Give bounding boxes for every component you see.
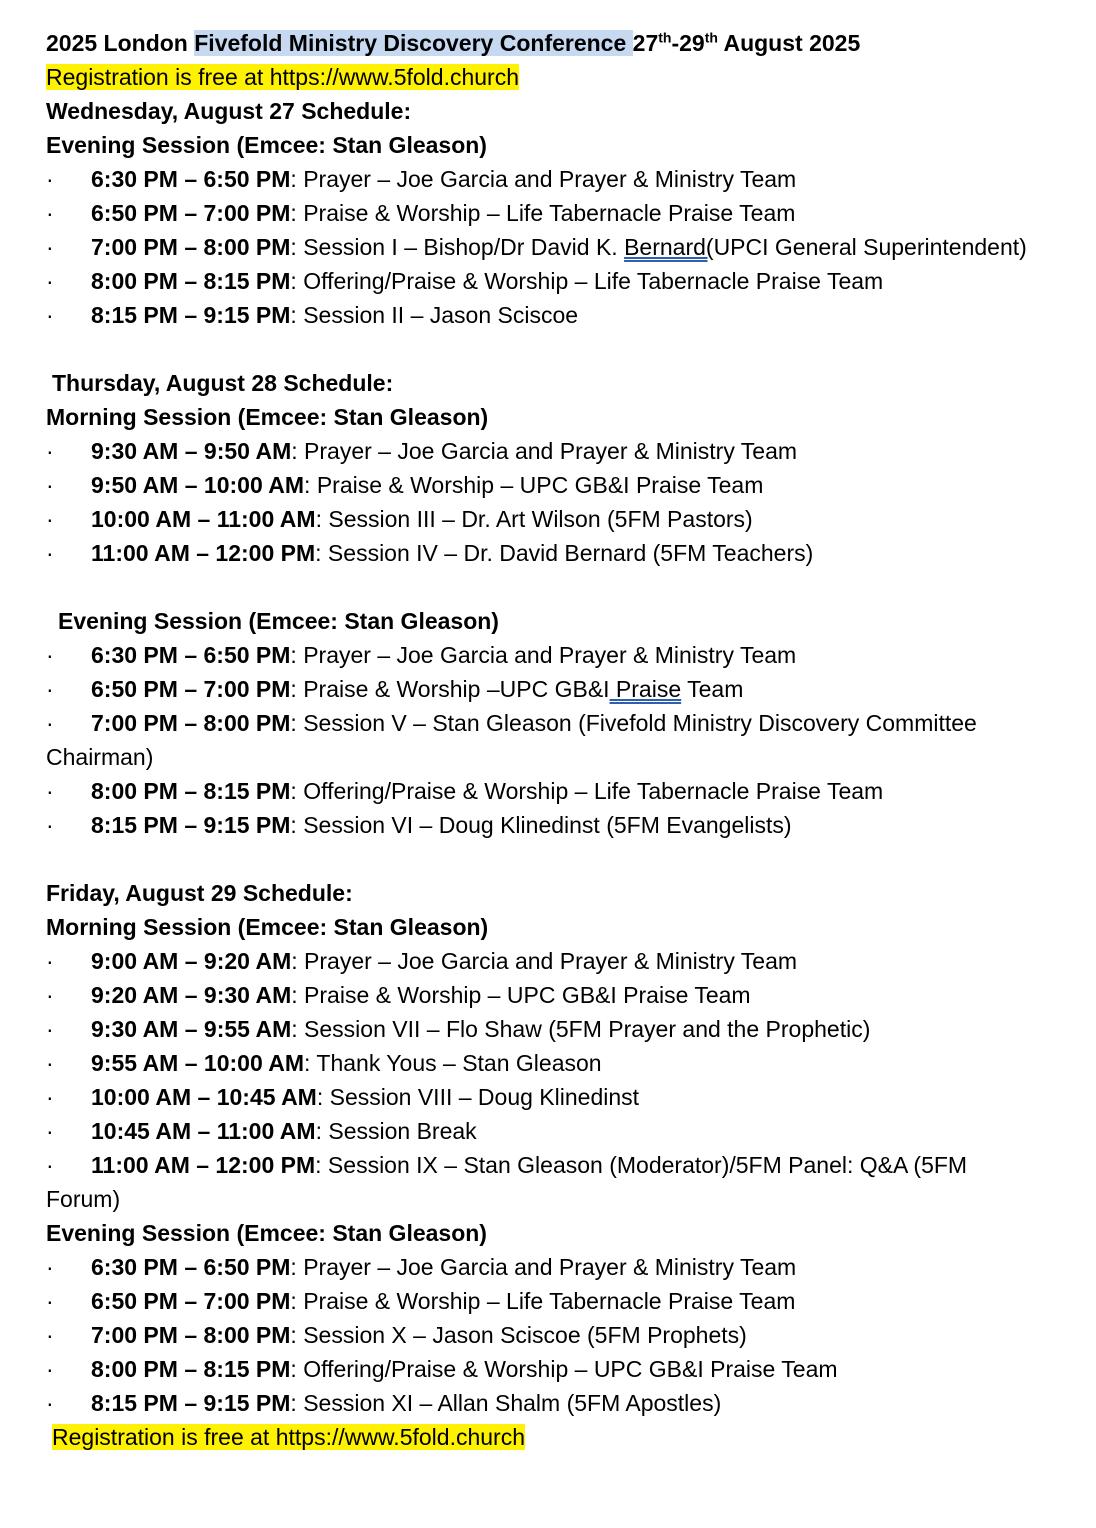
list-item xyxy=(46,468,1046,502)
item-description-tail: UPCI General Superintendent) xyxy=(713,234,1027,260)
day-section xyxy=(46,366,1046,876)
item-description: : Praise & Worship –UPC GB&I xyxy=(290,676,610,702)
session-heading: Evening Session (Emcee: Stan Gleason) xyxy=(58,608,499,634)
item-description: : Session X – Jason Sciscoe (5FM Prophets) xyxy=(290,1322,747,1348)
item-time: 9:55 AM – 10:00 AM xyxy=(91,1050,305,1076)
day-heading: Thursday, August 28 Schedule: xyxy=(52,370,394,396)
list-item xyxy=(46,502,1046,536)
item-time: 6:30 PM – 6:50 PM xyxy=(91,1254,291,1280)
bullet-icon: · xyxy=(46,506,54,532)
session-heading: Evening Session (Emcee: Stan Gleason) xyxy=(46,1220,487,1246)
bullet-icon: · xyxy=(46,710,54,736)
spacer xyxy=(46,842,1046,876)
item-description: : Offering/Praise & Worship – Life Tabernacle Praise Team xyxy=(290,268,884,294)
item-time: 6:30 PM – 6:50 PM xyxy=(91,642,291,668)
bullet-icon: · xyxy=(46,302,54,328)
bullet-icon: · xyxy=(46,1118,54,1144)
session-heading: Morning Session (Emcee: Stan Gleason) xyxy=(46,914,489,940)
day-section xyxy=(46,876,1046,1420)
day-heading: Friday, August 29 Schedule: xyxy=(46,880,353,906)
list-item xyxy=(46,1046,1046,1080)
document-page xyxy=(46,26,1046,1454)
bullet-icon: · xyxy=(46,1254,54,1280)
spacer xyxy=(46,332,1046,366)
list-item xyxy=(46,978,1046,1012)
item-time: 9:30 AM – 9:55 AM xyxy=(91,1016,292,1042)
item-description: : Prayer – Joe Garcia and Prayer & Ministry Team xyxy=(290,1254,797,1280)
registration-line-bottom xyxy=(46,1420,1046,1454)
list-item xyxy=(46,1080,1046,1114)
title-sup-1: th xyxy=(658,29,672,46)
bullet-icon: · xyxy=(46,1390,54,1416)
item-time: 10:00 AM – 10:45 AM xyxy=(91,1084,317,1110)
item-description: : Session III – Dr. Art Wilson (5FM Pastors) xyxy=(315,506,753,532)
item-time: 9:50 AM – 10:00 AM xyxy=(91,472,305,498)
item-description: : Thank Yous – Stan Gleason xyxy=(304,1050,602,1076)
item-description: : Offering/Praise & Worship – UPC GB&I Praise Team xyxy=(290,1356,838,1382)
item-description: : Session XI – Allan Shalm (5FM Apostles) xyxy=(290,1390,722,1416)
item-description: : Prayer – Joe Garcia and Prayer & Ministry Team xyxy=(291,438,798,464)
item-time: 9:20 AM – 9:30 AM xyxy=(91,982,292,1008)
bullet-icon: · xyxy=(46,1288,54,1314)
bullet-icon: · xyxy=(46,472,54,498)
item-time: 7:00 PM – 8:00 PM xyxy=(91,710,291,736)
item-description: : Session VII – Flo Shaw (5FM Prayer and the Prophetic) xyxy=(291,1016,871,1042)
item-description: : Session VIII – Doug Klinedinst xyxy=(316,1084,640,1110)
item-time: 9:30 AM – 9:50 AM xyxy=(91,438,292,464)
bullet-icon: · xyxy=(46,778,54,804)
item-description: : Session IV – Dr. David Bernard (5FM Teachers) xyxy=(315,540,814,566)
list-item xyxy=(46,1012,1046,1046)
bullet-icon: · xyxy=(46,982,54,1008)
item-time: 9:00 AM – 9:20 AM xyxy=(91,948,292,974)
schedule xyxy=(46,94,1046,1420)
day-section xyxy=(46,94,1046,366)
item-time: 8:15 PM – 9:15 PM xyxy=(91,1390,291,1416)
item-description: : Session II – Jason Sciscoe xyxy=(290,302,579,328)
item-time: 8:00 PM – 8:15 PM xyxy=(91,778,291,804)
item-description: : Session IX – Stan Gleason (Moderator)/5FM Panel: Q&A (5FM Forum) xyxy=(46,1152,968,1212)
title-date-sep: -29 xyxy=(671,30,705,56)
session-heading: Evening Session (Emcee: Stan Gleason) xyxy=(46,132,487,158)
list-item xyxy=(46,1386,1046,1420)
item-description: : Session Break xyxy=(315,1118,477,1144)
list-item xyxy=(46,196,1046,230)
item-description: : Praise & Worship – Life Tabernacle Praise Team xyxy=(290,1288,796,1314)
item-description: : Offering/Praise & Worship – Life Tabernacle Praise Team xyxy=(290,778,884,804)
bullet-icon: · xyxy=(46,234,54,260)
item-time: 6:50 PM – 7:00 PM xyxy=(91,1288,291,1314)
item-time: 8:15 PM – 9:15 PM xyxy=(91,812,291,838)
list-item xyxy=(46,774,1046,808)
title-sup-2: th xyxy=(704,29,718,46)
item-description: : Session VI – Doug Klinedinst (5FM Evangelists) xyxy=(290,812,792,838)
bullet-icon: · xyxy=(46,1050,54,1076)
list-item xyxy=(46,1114,1046,1148)
item-time: 8:00 PM – 8:15 PM xyxy=(91,1356,291,1382)
item-description: : Prayer – Joe Garcia and Prayer & Ministry Team xyxy=(291,948,798,974)
bullet-icon: · xyxy=(46,166,54,192)
list-item xyxy=(46,434,1046,468)
item-time: 7:00 PM – 8:00 PM xyxy=(91,1322,291,1348)
item-description: : Prayer – Joe Garcia and Prayer & Ministry Team xyxy=(290,166,797,192)
document-title xyxy=(46,26,1046,60)
list-item xyxy=(46,264,1046,298)
registration-line-top xyxy=(46,60,1046,94)
title-prefix: 2025 London xyxy=(46,30,195,56)
item-description-tail: Team xyxy=(681,676,744,702)
bullet-icon: · xyxy=(46,1322,54,1348)
bullet-icon: · xyxy=(46,676,54,702)
list-item xyxy=(46,808,1046,842)
item-time: 8:15 PM – 9:15 PM xyxy=(91,302,291,328)
item-time: 11:00 AM – 12:00 PM xyxy=(91,1152,316,1178)
bullet-icon: · xyxy=(46,540,54,566)
list-item xyxy=(46,1250,1046,1284)
title-date-1: 27 xyxy=(632,30,659,56)
list-item xyxy=(46,1318,1046,1352)
bullet-icon: · xyxy=(46,948,54,974)
item-time: 6:50 PM – 7:00 PM xyxy=(91,200,291,226)
item-time: 7:00 PM – 8:00 PM xyxy=(91,234,291,260)
bullet-icon: · xyxy=(46,1016,54,1042)
item-description: : Prayer – Joe Garcia and Prayer & Ministry Team xyxy=(290,642,797,668)
list-item xyxy=(46,672,1046,706)
bullet-icon: · xyxy=(46,642,54,668)
list-item xyxy=(46,638,1046,672)
item-time: 10:45 AM – 11:00 AM xyxy=(91,1118,316,1144)
item-description: : Praise & Worship – UPC GB&I Praise Team xyxy=(291,982,751,1008)
bullet-icon: · xyxy=(46,812,54,838)
item-description: : Praise & Worship – UPC GB&I Praise Team xyxy=(304,472,764,498)
list-item xyxy=(46,706,1046,774)
title-suffix: August 2025 xyxy=(717,30,861,56)
list-item xyxy=(46,162,1046,196)
bullet-icon: · xyxy=(46,438,54,464)
title-highlight: Fivefold Ministry Discovery Conference xyxy=(194,30,633,56)
spacer xyxy=(46,570,1046,604)
registration-link-top[interactable]: Registration is free at https://www.5fold.church xyxy=(46,64,519,90)
bullet-icon: · xyxy=(46,268,54,294)
bullet-icon: · xyxy=(46,200,54,226)
list-item xyxy=(46,230,1046,264)
item-description: : Session V – Stan Gleason (Fivefold Ministry Discovery Committee Chairman) xyxy=(46,710,977,770)
list-item xyxy=(46,1148,1046,1216)
list-item xyxy=(46,1284,1046,1318)
item-description-underlined: Bernard( xyxy=(624,234,714,260)
bullet-icon: · xyxy=(46,1152,54,1178)
item-time: 6:30 PM – 6:50 PM xyxy=(91,166,291,192)
list-item xyxy=(46,944,1046,978)
item-time: 8:00 PM – 8:15 PM xyxy=(91,268,291,294)
item-description: : Praise & Worship – Life Tabernacle Praise Team xyxy=(290,200,796,226)
item-time: 6:50 PM – 7:00 PM xyxy=(91,676,291,702)
day-heading: Wednesday, August 27 Schedule: xyxy=(46,98,412,124)
session-heading: Morning Session (Emcee: Stan Gleason) xyxy=(46,404,489,430)
registration-link-bottom[interactable]: Registration is free at https://www.5fold.church xyxy=(52,1424,525,1450)
item-time: 11:00 AM – 12:00 PM xyxy=(91,540,316,566)
list-item xyxy=(46,536,1046,570)
list-item xyxy=(46,298,1046,332)
item-description-underlined: Praise xyxy=(609,676,682,702)
bullet-icon: · xyxy=(46,1084,54,1110)
list-item xyxy=(46,1352,1046,1386)
item-time: 10:00 AM – 11:00 AM xyxy=(91,506,316,532)
item-description: : Session I – Bishop/Dr David K. xyxy=(290,234,625,260)
bullet-icon: · xyxy=(46,1356,54,1382)
